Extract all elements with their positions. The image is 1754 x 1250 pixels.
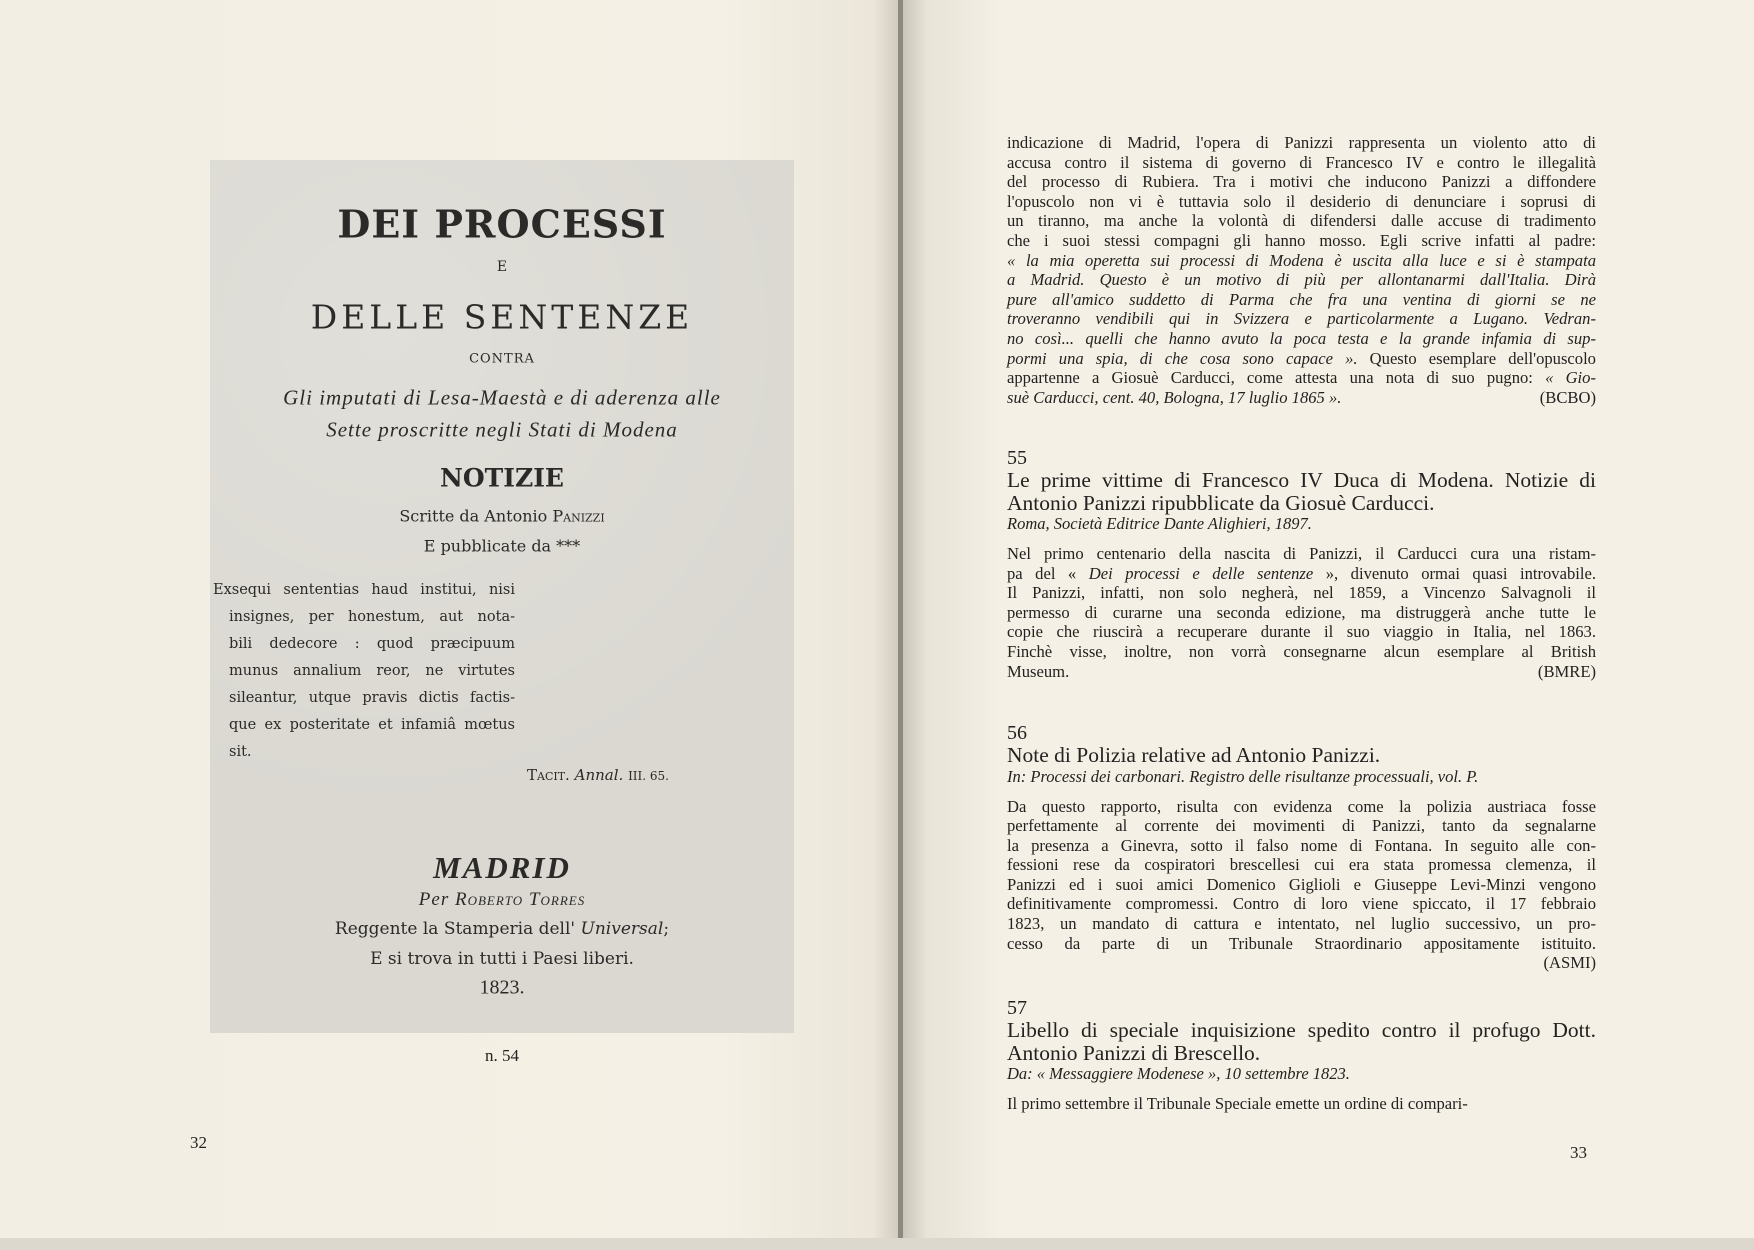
facsimile-subtitle-line: Sette proscritte negli Stati di Modena [326, 417, 678, 442]
body-line [1007, 388, 1596, 408]
source-reference: (BMRE) [1537, 661, 1596, 681]
body-line [1007, 329, 1596, 349]
text-segment: accusa contro il sistema di governo di Francesco IV e contro le illegalità [1007, 152, 1596, 172]
text-segment: del processo di Rubiera. Tra i motivi che inducono Panizzi a diffondere [1007, 172, 1596, 192]
facsimile-subtitle-line: Gli imputati di Lesa-Maestà e di aderenza alle [283, 385, 721, 410]
page-bottom-edge [0, 1238, 1754, 1250]
epigraph-line: Exsequi sententias haud institui, nisi [213, 582, 515, 598]
printer-prefix: Per [418, 889, 455, 910]
text-segment: la presenza a Ginevra, sotto il falso nome di Fontana. In seguito alle con- [1007, 835, 1596, 855]
text-segment: Finchè visse, inoltre, non vorrà consegnarne alcun esemplare al British [1007, 641, 1596, 661]
body-line [1007, 1094, 1596, 1114]
epigraph-line: bili dedecore : quod præcipuum [229, 636, 515, 652]
title-line: Libello di speciale inquisizione spedito contro il profugo Dott. [1007, 1018, 1596, 1042]
text-segment: Panizzi ed i suoi amici Domenico Giglioli e Giuseppe Levi-Minzi vengono [1007, 874, 1596, 894]
epigraph-line: que ex posteritate et infamiâ mœtus [229, 717, 515, 733]
press-prefix: Reggente la Stamperia dell' [334, 919, 581, 939]
body-line [1007, 172, 1596, 192]
title-line: Antonio Panizzi ripubblicate da Giosuè Carducci. [1007, 490, 1435, 515]
text-segment: troveranno vendibili qui in Svizzera e particolarmente a Lugano. Vedran- [1007, 309, 1596, 329]
body-line [1007, 564, 1596, 584]
text-segment: l'opuscolo non vi è tuttavia solo il desiderio di denunciare i soprusi di [1007, 191, 1596, 211]
body-line [1007, 875, 1596, 895]
text-segment: « Gio- [1545, 368, 1596, 388]
text-segment: 1823, un mandato di cattura e intentato, nel luglio successivo, un pro- [1007, 914, 1596, 934]
source-reference: (ASMI) [1543, 953, 1596, 973]
text-segment: cesso da parte di un Tribunale Straordinario appositamente istituito. [1007, 933, 1596, 953]
facsimile-year: 1823. [479, 976, 525, 999]
entry-title [1007, 744, 1596, 767]
body-line [1007, 133, 1596, 153]
entry-number: 57 [1007, 997, 1027, 1019]
text-segment: appartenne a Giosuè Carducci, come attesta una nota di suo pugno: [1007, 368, 1546, 388]
body-line [1007, 270, 1596, 290]
body-line [1007, 349, 1596, 369]
epigraph-line: sit. [229, 744, 252, 760]
body-line [1007, 836, 1596, 856]
epigraph-line: sileantur, utque pravis dictis factis- [229, 690, 515, 706]
text-segment: « la mia operetta sui processi di Modena è uscita alla luce e si è stampata [1007, 250, 1596, 270]
body-line [1007, 368, 1596, 388]
epigraph-source-ref: III. 65. [628, 769, 669, 783]
entry-title [1007, 469, 1596, 514]
body-line [1007, 816, 1596, 836]
body-line [1007, 622, 1596, 642]
text-segment: a Madrid. Questo è un motivo di più per allontanarmi dall'Italia. Dirà [1007, 270, 1596, 290]
page-number-right: 33 [1570, 1143, 1587, 1162]
epigraph-source-work: Annal. [574, 766, 624, 784]
text-segment: Il Panizzi, infatti, non solo negherà, nel 1859, a Vincenzo Salvagnoli il [1007, 583, 1596, 603]
entry-body [1007, 544, 1596, 681]
body-line [1007, 583, 1596, 603]
facsimile-place: MADRID [433, 850, 571, 885]
facsimile-publisher: E pubblicate da *** [423, 536, 581, 556]
body-line [1007, 894, 1596, 914]
catalog-entry [1007, 447, 1596, 681]
entry-number: 56 [1007, 722, 1027, 744]
facsimile-printer [210, 889, 794, 911]
epigraph-line: munus annalium reor, ne virtutes [229, 663, 515, 679]
entry-source: Da: « Messaggiere Modenese », 10 settembre 1823. [1007, 1064, 1350, 1083]
author-name: Panizzi [552, 506, 605, 526]
body-line [1007, 153, 1596, 173]
facsimile-availability: E si trova in tutti i Paesi liberi. [370, 949, 634, 969]
text-segment: un tiranno, ma anche la volontà di difendersi dalle accuse di tradimento [1007, 211, 1596, 231]
body-line [1007, 855, 1596, 875]
page-number-left: 32 [190, 1133, 207, 1152]
body-line [1007, 642, 1596, 662]
text-segment: Da questo rapporto, risulta con evidenza come la polizia austriaca fosse [1007, 796, 1596, 816]
book-spine [898, 0, 903, 1238]
text-segment: pormi una spia, di che cosa sono capace ». [1007, 348, 1358, 368]
text-segment: Dei processi e delle sentenze [1088, 563, 1314, 583]
press-suffix: ; [663, 919, 670, 939]
printer-name: Roberto Torres [454, 889, 586, 910]
facsimile-contra: CONTRA [469, 351, 535, 367]
body-line [1007, 544, 1596, 564]
epigraph-line: insignes, per honestum, aut nota- [229, 609, 515, 625]
text-segment: perfettamente al corrente dei movimenti di Panizzi, tanto da segnalarne [1007, 816, 1596, 836]
epigraph [213, 577, 515, 766]
text-segment: definitivamente compromessi. Contro di loro viene spiccato, il 17 febbraio [1007, 894, 1596, 914]
body-line [1007, 953, 1596, 973]
text-segment: Questo esemplare dell'opuscolo [1357, 348, 1596, 368]
facsimile-title-2: DELLE SENTENZE [310, 297, 694, 337]
text-segment: Nel primo centenario della nascita di Panizzi, il Carducci cura una ristam- [1007, 544, 1596, 563]
text-segment: copie che riuscirà a recuperare durante il suo viaggio in Italia, nel 1863. [1007, 622, 1596, 642]
catalog-entry [1007, 997, 1596, 1114]
author-prefix: Scritte da Antonio [399, 506, 553, 526]
body-line [1007, 934, 1596, 954]
entry-title [1007, 1019, 1596, 1064]
facsimile-notizie: NOTIZIE [440, 463, 564, 493]
body-line [1007, 251, 1596, 271]
text-segment: fessioni rese da cospiratori brescellesi cui era stata promessa clemenza, il [1007, 855, 1596, 875]
right-page [902, 0, 1754, 1238]
entry-body [1007, 133, 1596, 407]
facsimile-author [210, 507, 794, 526]
text-segment: pa del « [1007, 563, 1089, 583]
press-name: Universal [580, 919, 664, 939]
body-line [1007, 211, 1596, 231]
body-line [1007, 290, 1596, 310]
facsimile-title-1: DEI PROCESSI [337, 201, 667, 247]
title-line: Antonio Panizzi di Brescello. [1007, 1040, 1261, 1065]
entry-source: In: Processi dei carbonari. Registro delle risultanze processuali, vol. P. [1007, 766, 1479, 786]
facsimile-conjunction: E [496, 259, 508, 275]
text-segment: no così... quelli che hanno avuto la poca testa e la grande infamia di sup- [1007, 328, 1596, 348]
epigraph-source-author: Tacit. [527, 766, 570, 784]
title-line: Le prime vittime di Francesco IV Duca di Modena. Notizie di [1007, 468, 1596, 492]
body-line [1007, 914, 1596, 934]
facsimile-press [210, 919, 794, 939]
body-line [1007, 603, 1596, 623]
epigraph-source [527, 766, 707, 784]
body-line [1007, 797, 1596, 817]
body-line [1007, 231, 1596, 251]
text-segment: che i suoi stessi compagni gli hanno mosso. Egli scrive infatti al padre: [1007, 230, 1596, 250]
text-segment: permesso di curarne una seconda edizione, ma distruggerà anche tutte le [1007, 602, 1596, 622]
catalog-entry [1007, 722, 1596, 973]
intro-paragraph [1007, 133, 1596, 407]
title-line: Note di Polizia relative ad Antonio Panizzi. [1007, 743, 1381, 767]
entry-body [1007, 797, 1596, 973]
text-segment: indicazione di Madrid, l'opera di Panizzi rappresenta un violento atto di [1007, 133, 1596, 152]
body-line [1007, 662, 1596, 682]
source-reference: (BCBO) [1539, 387, 1596, 407]
text-segment: Il primo settembre il Tribunale Speciale emette un ordine di compari- [1007, 1094, 1468, 1113]
entry-source: Roma, Società Editrice Dante Alighieri, 1897. [1007, 514, 1312, 533]
text-segment: », divenuto ormai quasi introvabile. [1313, 563, 1596, 583]
body-line [1007, 309, 1596, 329]
plate-caption: n. 54 [485, 1046, 519, 1065]
text-segment: Museum. [1007, 661, 1070, 681]
text-segment: pure all'amico suddetto di Parma che fra una ventina di giorni se ne [1007, 289, 1596, 309]
entry-body [1007, 1094, 1596, 1114]
entry-number: 55 [1007, 447, 1027, 469]
text-segment: suè Carducci, cent. 40, Bologna, 17 luglio 1865 ». [1007, 387, 1342, 407]
body-line [1007, 192, 1596, 212]
